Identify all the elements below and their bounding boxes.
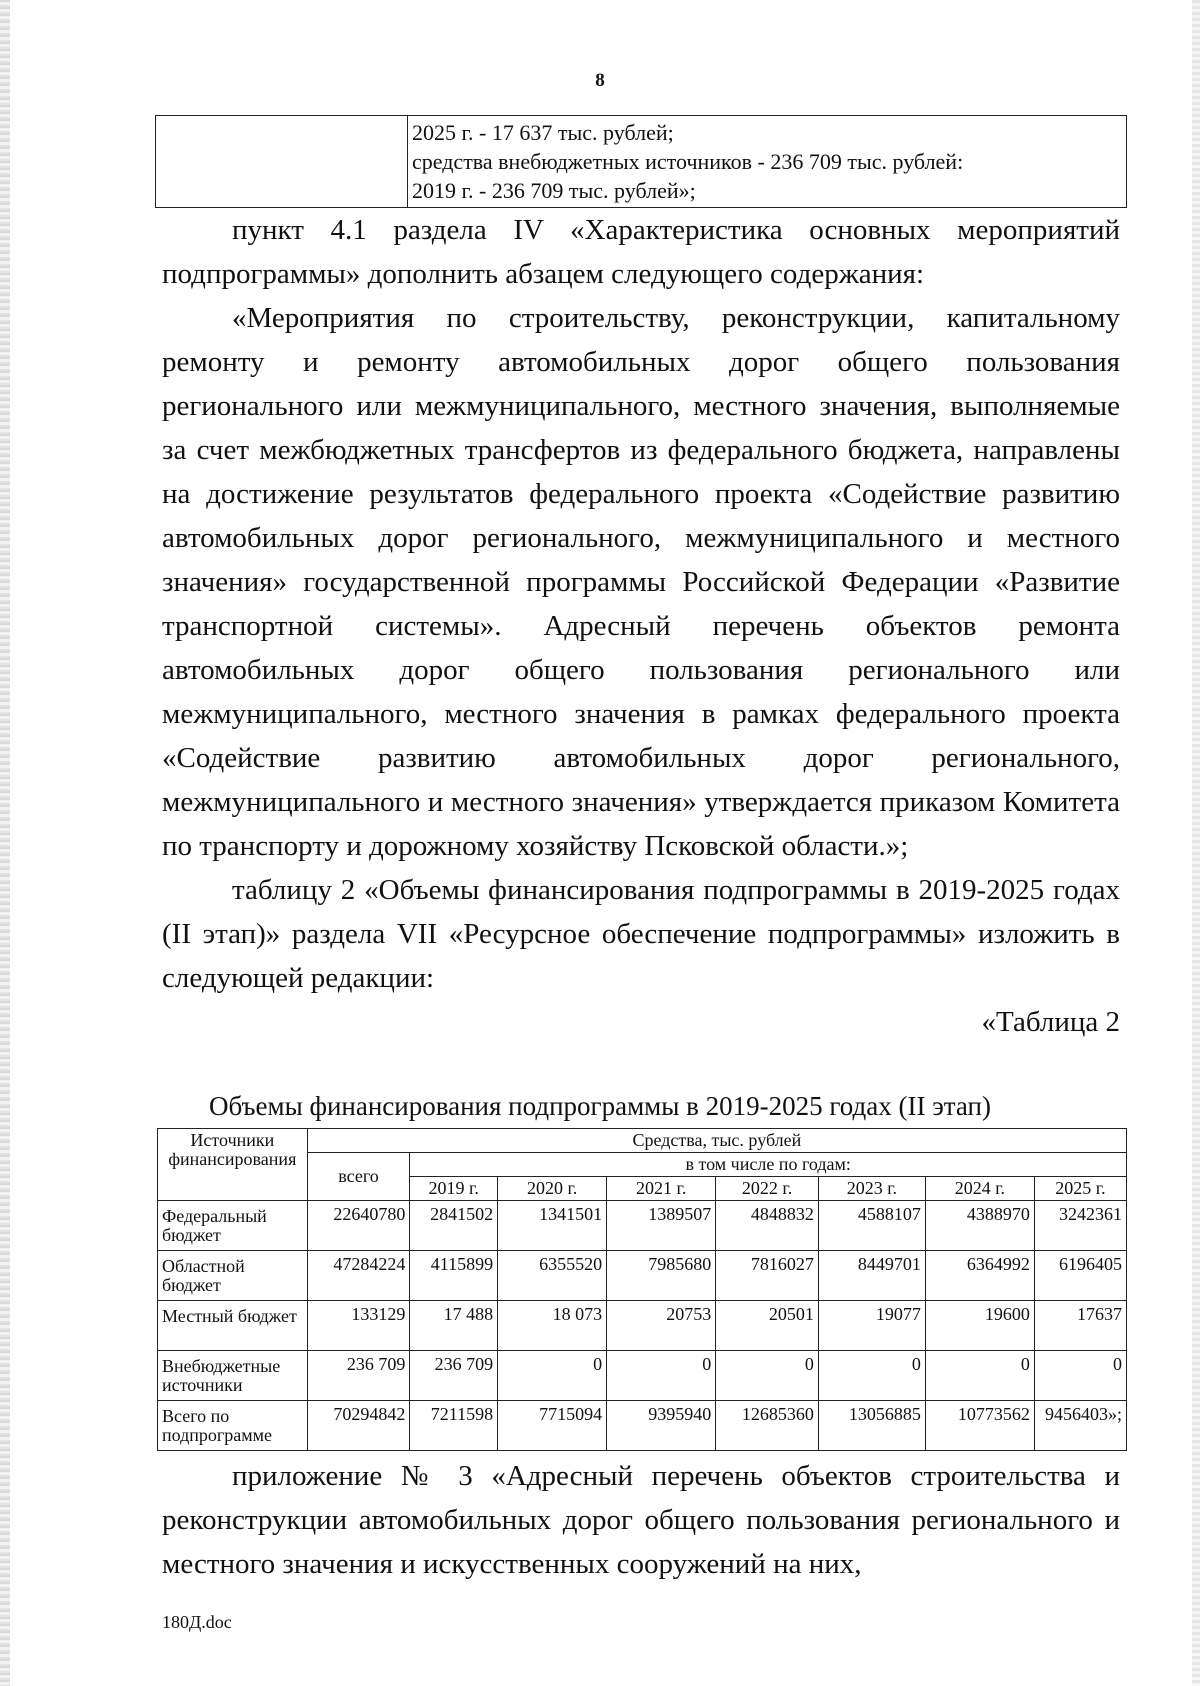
- value-cell: 2841502: [410, 1201, 498, 1251]
- paragraph: таблицу 2 «Объемы финансирования подпрограммы в 2019-2025 годах (II этап)» раздела VII «Ресурсное обеспечение подпрограммы» изложить в следующей редакции:: [162, 874, 1120, 994]
- value-cell: 6364992: [925, 1251, 1034, 1301]
- table-row: [158, 1201, 1127, 1251]
- continuation-line: средства внебюджетных источников - 236 709 тыс. рублей:: [412, 149, 964, 174]
- source-cell: Местный бюджет: [158, 1301, 308, 1351]
- continuation-row: [156, 116, 1127, 208]
- scan-edge-right: [1192, 0, 1200, 1686]
- value-cell: 6355520: [498, 1251, 607, 1301]
- header-year: 2022 г.: [716, 1177, 819, 1201]
- table-row-total: [158, 1401, 1127, 1451]
- table-title: Объемы финансирования подпрограммы в 2019-2025 годах (II этап): [208, 1091, 991, 1121]
- continuation-text-cell: [408, 116, 1127, 208]
- value-cell: 8449701: [818, 1251, 925, 1301]
- scan-edge-left: [0, 0, 10, 1686]
- value-cell: 17637: [1034, 1301, 1126, 1351]
- value-cell: 6196405: [1034, 1251, 1126, 1301]
- table-label: «Таблица 2: [981, 1006, 1120, 1038]
- paragraph: пункт 4.1 раздела IV «Характеристика основных мероприятий подпрограммы» дополнить абзацем следующего содержания:: [162, 214, 1120, 290]
- value-cell: 13056885: [818, 1401, 925, 1451]
- page-number: 8: [595, 70, 605, 91]
- value-cell: 0: [925, 1351, 1034, 1401]
- bottom-text: [162, 1454, 1120, 1586]
- table-row: [158, 1351, 1127, 1401]
- value-cell: 19600: [925, 1301, 1034, 1351]
- financing-table: [157, 1128, 1127, 1451]
- table-row: [158, 1251, 1127, 1301]
- header-year: 2019 г.: [410, 1177, 498, 1201]
- total-cell: 133129: [307, 1301, 410, 1351]
- continuation-table: [155, 115, 1127, 208]
- source-cell: Всего по подпрограмме: [158, 1401, 308, 1451]
- total-cell: 47284224: [307, 1251, 410, 1301]
- header-by-years: в том числе по годам:: [410, 1153, 1127, 1177]
- value-cell: 4848832: [716, 1201, 819, 1251]
- source-cell: Федеральный бюджет: [158, 1201, 308, 1251]
- value-cell: 7211598: [410, 1401, 498, 1451]
- value-cell: 20501: [716, 1301, 819, 1351]
- header-year: 2024 г.: [925, 1177, 1034, 1201]
- value-cell: 18 073: [498, 1301, 607, 1351]
- value-cell: 7715094: [498, 1401, 607, 1451]
- total-cell: 70294842: [307, 1401, 410, 1451]
- value-cell: 7816027: [716, 1251, 819, 1301]
- value-cell: 4588107: [818, 1201, 925, 1251]
- header-funds: Средства, тыс. рублей: [307, 1129, 1126, 1153]
- value-cell: 1341501: [498, 1201, 607, 1251]
- value-cell: 0: [1034, 1351, 1126, 1401]
- header-source: Источники финансирования: [158, 1129, 308, 1201]
- paragraph: приложение № 3 «Адресный перечень объектов строительства и реконструкции автомобильных дорог общего пользования регионального и местного значения и искусственных сооружений на них,: [162, 1460, 1120, 1580]
- table-row: [158, 1301, 1127, 1351]
- value-cell: 9395940: [607, 1401, 716, 1451]
- total-cell: 236 709: [307, 1351, 410, 1401]
- continuation-line: 2019 г. - 236 709 тыс. рублей»;: [412, 178, 696, 203]
- header-year: 2023 г.: [818, 1177, 925, 1201]
- value-cell: 0: [818, 1351, 925, 1401]
- continuation-empty-cell: [156, 116, 408, 208]
- body-text: [162, 208, 1120, 1044]
- header-total: всего: [307, 1153, 410, 1201]
- header-year: 2020 г.: [498, 1177, 607, 1201]
- value-cell: 0: [607, 1351, 716, 1401]
- header-year: 2025 г.: [1034, 1177, 1126, 1201]
- value-cell: 10773562: [925, 1401, 1034, 1451]
- footer-filename: 180Д.doc: [162, 1612, 232, 1632]
- value-cell: 4388970: [925, 1201, 1034, 1251]
- value-cell: 4115899: [410, 1251, 498, 1301]
- value-cell: 12685360: [716, 1401, 819, 1451]
- total-cell: 22640780: [307, 1201, 410, 1251]
- value-cell: 0: [716, 1351, 819, 1401]
- continuation-line: 2025 г. - 17 637 тыс. рублей;: [412, 120, 674, 145]
- header-row-1: [158, 1129, 1127, 1153]
- header-year: 2021 г.: [607, 1177, 716, 1201]
- source-cell: Областной бюджет: [158, 1251, 308, 1301]
- value-cell: 236 709: [410, 1351, 498, 1401]
- value-cell: 20753: [607, 1301, 716, 1351]
- value-cell: 17 488: [410, 1301, 498, 1351]
- value-cell: 19077: [818, 1301, 925, 1351]
- source-cell: Внебюджетные источники: [158, 1351, 308, 1401]
- value-cell: 0: [498, 1351, 607, 1401]
- paragraph: «Мероприятия по строительству, реконструкции, капитальному ремонту и ремонту автомобильных дорог общего пользования регионального или межмуниципального, местного значения, выполняемые за счет межбюджетных трансфертов из федерального бюджета, направлены на достижение результатов федерального проекта «Содействие развитию автомобильных дорог регионального, межмуниципального и местного значения» государственной программы Российской Федерации «Развитие транспортной системы». Адресный перечень объектов ремонта автомобильных дорог общего пользования регионального или межмуниципального, местного значения в рамках федерального проекта «Содействие развитию автомобильных дорог регионального, межмуниципального и местного значения» утверждается приказом Комитета по транспорту и дорожному хозяйству Псковской области.»;: [162, 302, 1120, 862]
- value-cell: 9456403»;: [1034, 1401, 1126, 1451]
- value-cell: 3242361: [1034, 1201, 1126, 1251]
- value-cell: 1389507: [607, 1201, 716, 1251]
- value-cell: 7985680: [607, 1251, 716, 1301]
